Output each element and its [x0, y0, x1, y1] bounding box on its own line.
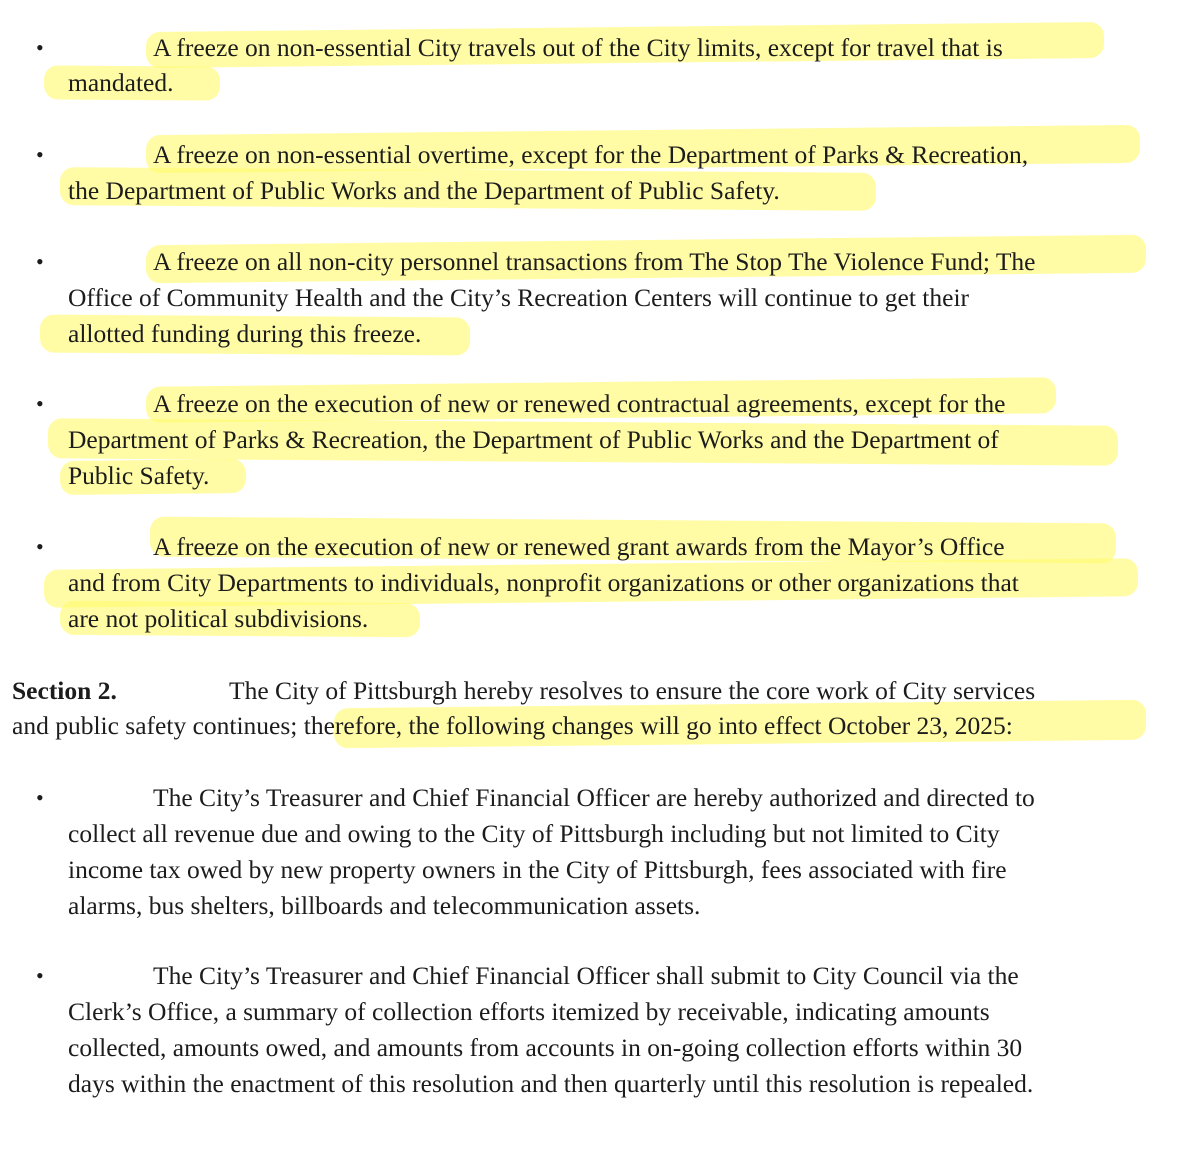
- list-item-text: Public Safety.: [68, 461, 210, 490]
- section-text: The City of Pittsburgh hereby resolves to ensure the core work of City services: [229, 676, 1036, 705]
- bullet-icon: •: [36, 142, 44, 167]
- list-item-text: mandated.: [68, 68, 174, 97]
- list-item-text: the Department of Public Works and the Department of Public Safety.: [68, 176, 780, 205]
- list-item-text: collected, amounts owed, and amounts from accounts in on-going collection efforts within 30: [68, 1033, 1023, 1062]
- section-heading: Section 2.: [12, 676, 117, 705]
- list-item-text: A freeze on non-essential City travels out of the City limits, except for travel that is: [153, 33, 1003, 62]
- list-item-text: collect all revenue due and owing to the City of Pittsburgh including but not limited to City: [68, 819, 1000, 848]
- list-item-text: A freeze on the execution of new or renewed grant awards from the Mayor’s Office: [153, 532, 1005, 561]
- list-item-text: Clerk’s Office, a summary of collection efforts itemized by receivable, indicating amounts: [68, 997, 990, 1026]
- list-item-text: A freeze on all non-city personnel transactions from The Stop The Violence Fund; The: [153, 247, 1036, 276]
- bullet-icon: •: [36, 249, 44, 274]
- list-item-text: Office of Community Health and the City’s Recreation Centers will continue to get their: [68, 283, 970, 312]
- list-item-text: alarms, bus shelters, billboards and telecommunication assets.: [68, 891, 701, 920]
- list-item-text: income tax owed by new property owners in the City of Pittsburgh, fees associated with fire: [68, 855, 1007, 884]
- list-item-text: The City’s Treasurer and Chief Financial Officer shall submit to City Council via the: [153, 961, 1019, 990]
- bullet-icon: •: [36, 391, 44, 416]
- list-item-text: and from City Departments to individuals, nonprofit organizations or other organizations that: [68, 568, 1019, 597]
- list-item-text: The City’s Treasurer and Chief Financial Officer are hereby authorized and directed to: [153, 783, 1035, 812]
- bullet-icon: •: [36, 963, 44, 988]
- section-text-highlighted: therefore, the following changes will go into effect October 23, 2025:: [303, 711, 1013, 740]
- bullet-icon: •: [36, 35, 44, 60]
- section-text-plain: and public safety continues;: [12, 711, 304, 740]
- list-item-text: A freeze on the execution of new or renewed contractual agreements, except for the: [153, 389, 1006, 418]
- bullet-icon: •: [36, 534, 44, 559]
- section-text: [12, 709, 1013, 743]
- bullet-icon: •: [36, 785, 44, 810]
- list-item-text: are not political subdivisions.: [68, 604, 369, 633]
- list-item-text: A freeze on non-essential overtime, except for the Department of Parks & Recreation,: [153, 140, 1029, 169]
- list-item-text: Department of Parks & Recreation, the Department of Public Works and the Department of: [68, 425, 999, 454]
- list-item-text: days within the enactment of this resolution and then quarterly until this resolution is repealed.: [68, 1069, 1034, 1098]
- list-item-text: allotted funding during this freeze.: [68, 319, 422, 348]
